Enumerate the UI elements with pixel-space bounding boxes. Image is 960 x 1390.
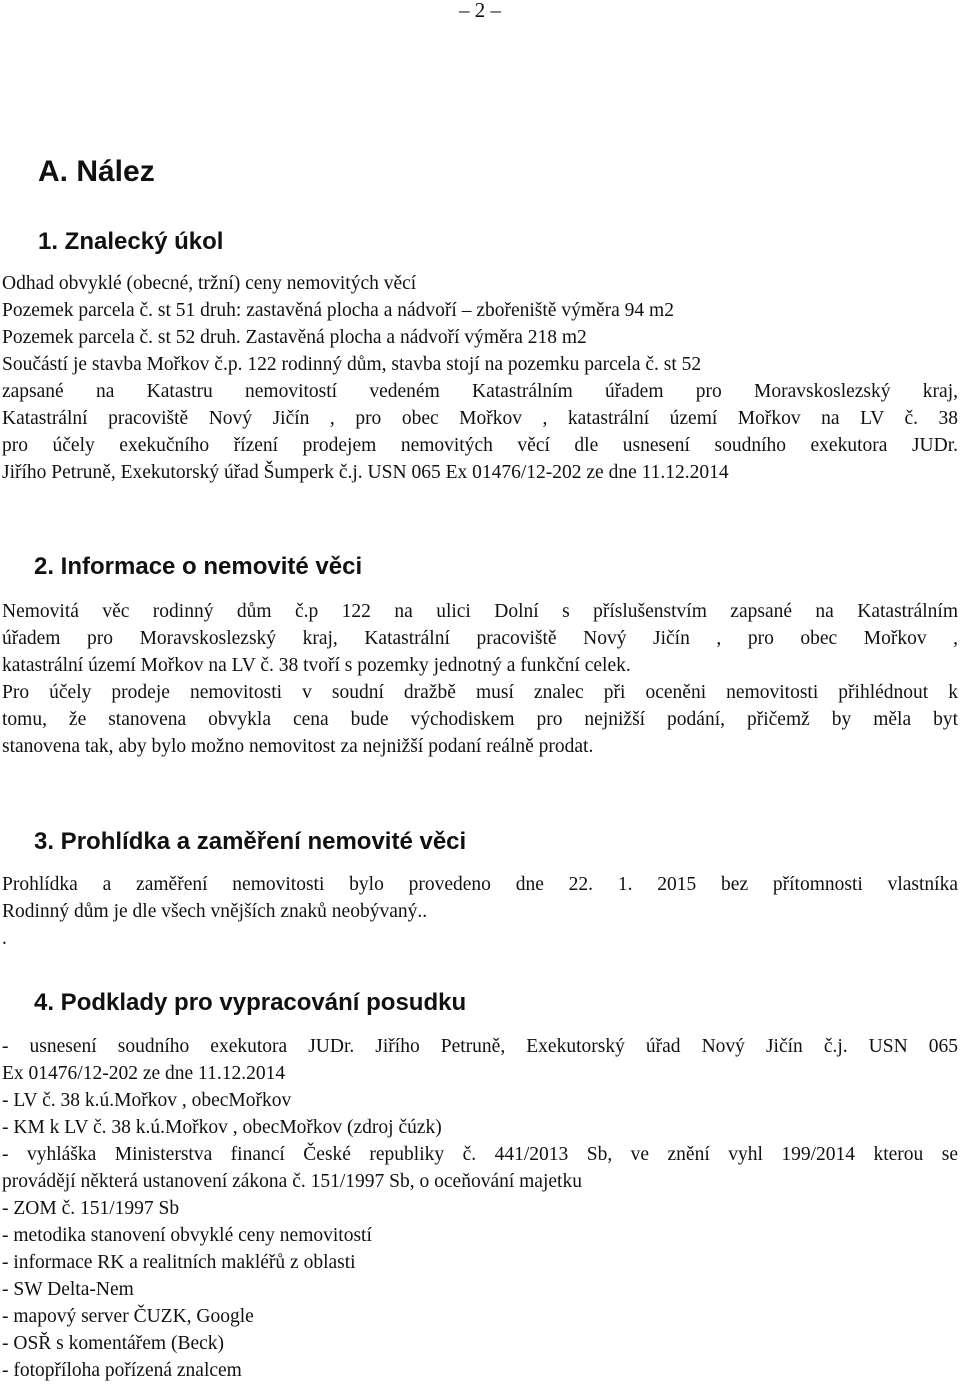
text-line: úřadem pro Moravskoslezský kraj, Katastrální pracoviště Nový Jičín , pro obec Mořkov , <box>2 628 958 649</box>
text-line: Nemovitá věc rodinný dům č.p 122 na ulici Dolní s příslušenstvím zapsané na Katastrálním <box>2 601 958 622</box>
text-line: Rodinný dům je dle všech vnějších znaků neobývaný.. <box>2 901 428 922</box>
text-line: katastrální území Mořkov na LV č. 38 tvoří s pozemky jednotný a funkční celek. <box>2 655 631 676</box>
list-item: - vyhláška Ministerstva financí České republiky č. 441/2013 Sb, ve znění vyhl 199/2014 kterou se <box>2 1144 958 1165</box>
section-heading-znalecky-ukol: 1. Znalecký úkol <box>38 228 224 255</box>
text-line: Odhad obvyklé (obecné, tržní) ceny nemovitých věcí <box>2 273 417 294</box>
list-item: - usnesení soudního exekutora JUDr. Jiřího Petruně, Exekutorský úřad Nový Jičín č.j. USN 065 <box>2 1036 958 1057</box>
list-item: - ZOM č. 151/1997 Sb <box>2 1198 180 1219</box>
list-item: - OSŘ s komentářem (Beck) <box>2 1333 225 1354</box>
text-line: Katastrální pracoviště Nový Jičín , pro obec Mořkov , katastrální území Mořkov na LV č. 38 <box>2 408 958 429</box>
text-line: Pro účely prodeje nemovitosti v soudní dražbě musí znalec při oceněni nemovitosti přihlédnout k <box>2 682 958 703</box>
list-item: - SW Delta-Nem <box>2 1279 134 1300</box>
section-heading-podklady: 4. Podklady pro vypracování posudku <box>34 989 467 1016</box>
text-line: Pozemek parcela č. st 51 druh: zastavěná plocha a nádvoří – zbořeniště výměra 94 m2 <box>2 300 674 321</box>
section-heading-prohlidka: 3. Prohlídka a zaměření nemovité věci <box>34 828 467 855</box>
list-item: Ex 01476/12-202 ze dne 11.12.2014 <box>2 1063 286 1084</box>
text-line: stanovena tak, aby bylo možno nemovitost za nejnižší podaní reálně prodat. <box>2 736 594 757</box>
text-line: tomu, že stanovena obvykla cena bude východiskem pro nejnižší podání, přičemž by měla byt <box>2 709 958 730</box>
list-item: - mapový server ČUZK, Google <box>2 1306 254 1327</box>
text-line: Jiřího Petruně, Exekutorský úřad Šumperk č.j. USN 065 Ex 01476/12-202 ze dne 11.12.2014 <box>2 462 729 483</box>
list-item: - fotopříloha pořízená znalcem <box>2 1360 242 1381</box>
text-line: Prohlídka a zaměření nemovitosti bylo provedeno dne 22. 1. 2015 bez přítomnosti vlastníka <box>2 874 958 895</box>
text-line: zapsané na Katastru nemovitostí vedeném Katastrálním úřadem pro Moravskoslezský kraj, <box>2 381 958 402</box>
list-item: - KM k LV č. 38 k.ú.Mořkov , obecMořkov (zdroj čúzk) <box>2 1117 442 1138</box>
text-line: Součástí je stavba Mořkov č.p. 122 rodinný dům, stavba stojí na pozemku parcela č. st 52 <box>2 354 702 375</box>
text-line: pro účely exekučního řízení prodejem nemovitých věcí dle usnesení soudního exekutora JUDr. <box>2 435 958 456</box>
section-body-prohlidka <box>2 871 958 952</box>
list-item: - LV č. 38 k.ú.Mořkov , obecMořkov <box>2 1090 292 1111</box>
section-body-znalecky-ukol <box>2 270 958 486</box>
section-body-informace <box>2 598 958 760</box>
list-item: - metodika stanovení obvyklé ceny nemovitostí <box>2 1225 372 1246</box>
page-number: – 2 – <box>459 0 501 22</box>
document-title: A. Nález <box>38 155 155 188</box>
list-item: - informace RK a realitních makléřů z oblasti <box>2 1252 356 1273</box>
text-line: Pozemek parcela č. st 52 druh. Zastavěná plocha a nádvoří výměra 218 m2 <box>2 327 587 348</box>
text-line: . <box>2 928 7 949</box>
section-heading-informace: 2. Informace o nemovité věci <box>34 553 363 580</box>
section-body-podklady <box>2 1033 958 1384</box>
list-item: provádějí některá ustanovení zákona č. 151/1997 Sb, o oceňování majetku <box>2 1171 582 1192</box>
